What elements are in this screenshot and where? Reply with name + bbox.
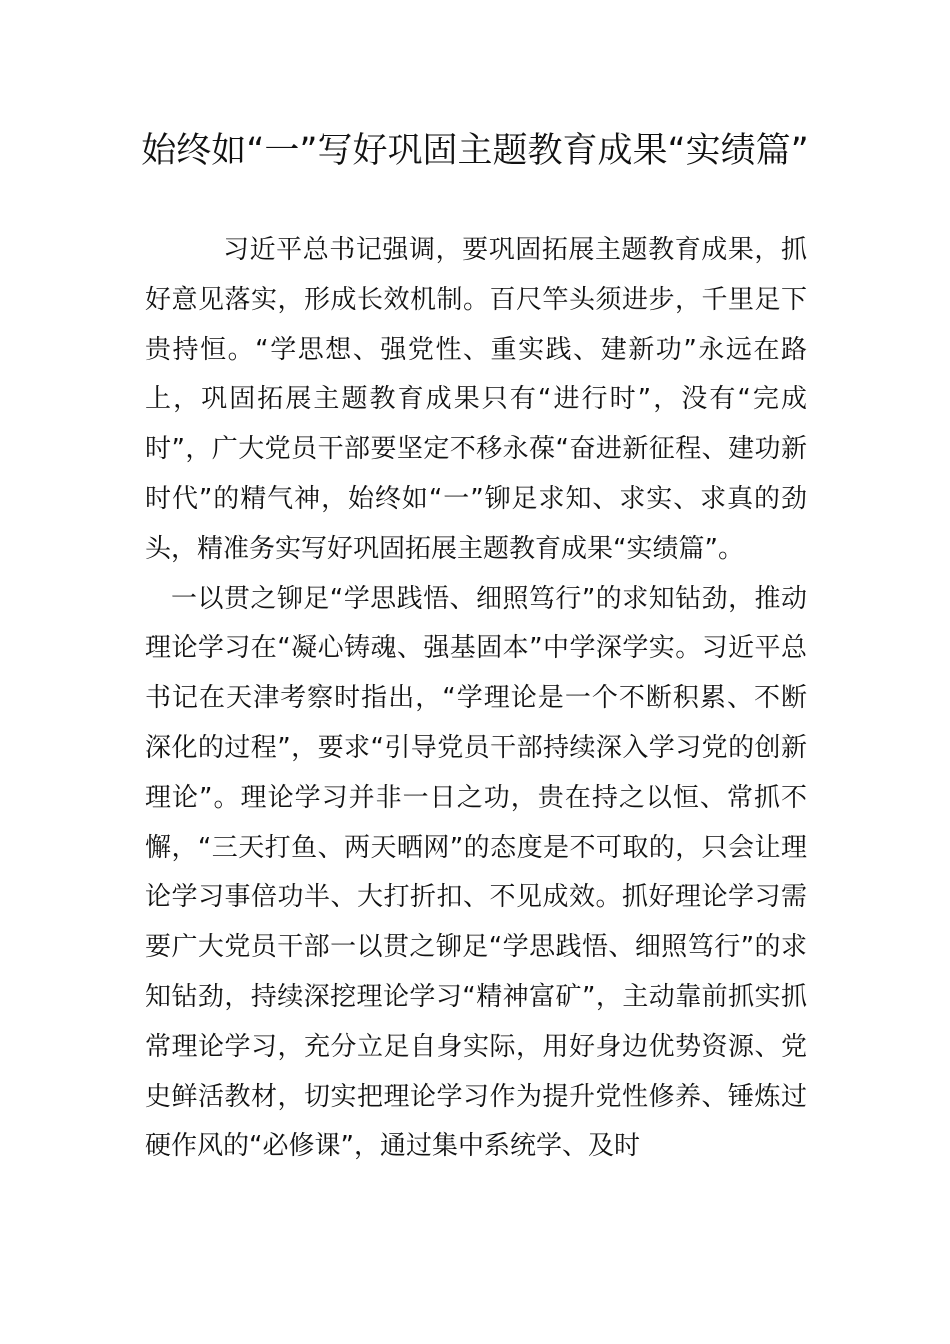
document-body [145, 226, 807, 1172]
document-title: 始终如“一”写好巩固主题教育成果“实绩篇” [141, 131, 809, 171]
paragraph-intro: 习近平总书记强调，要巩固拓展主题教育成果，抓好意见落实，形成长效机制。百尺竿头须进步，千里足下贵持恒。“学思想、强党性、重实践、建新功”永远在路上，巩固拓展主题教育成果只有“进行时”，没有“完成时”，广大党员干部要坚定不移永葆“奋进新征程、建功新时代”的精气神，始终如“一”铆足求知、求实、求真的劲头，精准务实写好巩固拓展主题教育成果“实绩篇”。 [145, 235, 807, 564]
paragraph-theory-study: 一以贯之铆足“学思践悟、细照笃行”的求知钻劲，推动理论学习在“凝心铸魂、强基固本”中学深学实。习近平总书记在天津考察时指出，“学理论是一个不断积累、不断深化的过程”，要求“引导党员干部持续深入学习党的创新理论”。理论学习并非一日之功，贵在持之以恒、常抓不懈，“三天打鱼、两天晒网”的态度是不可取的，只会让理论学习事倍功半、大打折扣、不见成效。抓好理论学习需要广大党员干部一以贯之铆足“学思践悟、细照笃行”的求知钻劲，持续深挖理论学习“精神富矿”，主动靠前抓实抓常理论学习，充分立足自身实际，用好身边优势资源、党史鲜活教材，切实把理论学习作为提升党性修养、锤炼过硬作风的“必修课”，通过集中系统学、及时 [145, 583, 807, 1162]
